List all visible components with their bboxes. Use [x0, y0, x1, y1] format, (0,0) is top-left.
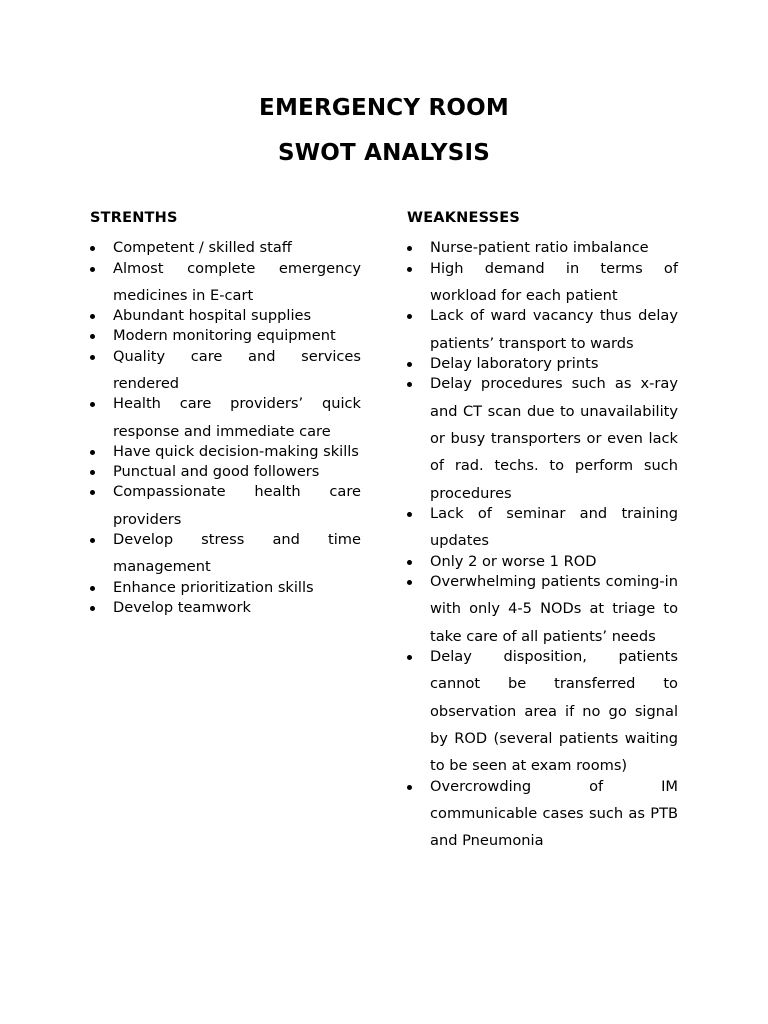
- list-item-text: Develop teamwork: [113, 598, 251, 616]
- bullet-icon: [407, 560, 412, 565]
- list-item: [90, 255, 361, 310]
- list-item-text: Almost complete emergency medicines in E-cart: [113, 259, 361, 305]
- bullet-icon: [407, 382, 412, 387]
- bullet-icon: [90, 334, 95, 339]
- list-item-text: Enhance prioritization skills: [113, 578, 314, 596]
- list-item: [407, 255, 678, 310]
- list-item-text: Modern monitoring equipment: [113, 327, 336, 345]
- list-item-text: Nurse-patient ratio imbalance: [430, 239, 649, 257]
- bullet-icon: [90, 586, 95, 591]
- bullet-icon: [90, 470, 95, 475]
- bullet-icon: [90, 267, 95, 272]
- bullet-icon: [90, 402, 95, 407]
- list-item-text: Develop stress and time management: [113, 531, 361, 576]
- list-item: [407, 302, 678, 357]
- bullet-icon: [407, 362, 412, 367]
- list-item: [407, 773, 678, 855]
- bullet-icon: [407, 580, 412, 585]
- bullet-icon: [90, 246, 95, 251]
- list-item: [407, 370, 678, 507]
- list-item: [407, 643, 678, 780]
- list-item-text: High demand in terms of workload for each patient: [430, 259, 678, 305]
- list-item-text: Have quick decision-making skills: [113, 442, 359, 460]
- bullet-icon: [90, 538, 95, 543]
- list-item-text: Health care providers’ quick response and immediate care: [113, 395, 361, 440]
- list-item: [90, 478, 361, 533]
- strengths-heading: STRENTHS: [90, 210, 178, 226]
- list-item: [90, 526, 361, 581]
- weaknesses-section: [407, 209, 678, 855]
- document-title: EMERGENCY ROOM: [259, 95, 509, 121]
- list-item-text: Delay disposition, patients cannot be transferred to observation area if no go signal by ROD (several patients waiting to be seen at exam rooms): [430, 647, 678, 775]
- list-item: [90, 343, 361, 398]
- list-item: [90, 390, 361, 445]
- bullet-icon: [90, 490, 95, 495]
- list-item-text: Lack of ward vacancy thus delay patients’ transport to wards: [430, 307, 678, 352]
- bullet-icon: [407, 785, 412, 790]
- strengths-section: [90, 209, 361, 621]
- bullet-icon: [407, 655, 412, 660]
- list-item-text: Compassionate health care providers: [113, 483, 361, 528]
- list-item-text: Abundant hospital supplies: [113, 307, 312, 325]
- weaknesses-heading: WEAKNESSES: [407, 210, 520, 226]
- bullet-icon: [90, 355, 95, 360]
- list-item-text: Overwhelming patients coming-in with only 4-5 NODs at triage to take care of all patients’ needs: [430, 572, 678, 645]
- bullet-icon: [90, 314, 95, 319]
- list-item-text: Punctual and good followers: [113, 463, 320, 481]
- list-item-text: Delay laboratory prints: [430, 354, 599, 372]
- list-item-text: Delay procedures such as x-ray and CT scan due to unavailability or busy transporters or even lack of rad. techs. to perform such procedures: [430, 375, 678, 502]
- bullet-icon: [407, 246, 412, 251]
- list-item-text: Quality care and services rendered: [113, 347, 361, 393]
- list-item: [407, 500, 678, 555]
- list-item: [90, 594, 361, 621]
- weaknesses-list: [407, 234, 678, 854]
- bullet-icon: [407, 314, 412, 319]
- list-item-text: Competent / skilled staff: [113, 239, 292, 257]
- list-item-text: Overcrowding of IM communicable cases such as PTB and Pneumonia: [430, 777, 678, 850]
- document-subtitle: SWOT ANALYSIS: [277, 140, 491, 166]
- list-item-text: Lack of seminar and training updates: [430, 504, 678, 550]
- strengths-list: [90, 234, 361, 621]
- list-item-text: Only 2 or worse 1 ROD: [430, 552, 597, 570]
- bullet-icon: [407, 512, 412, 517]
- list-item: [407, 568, 678, 650]
- bullet-icon: [90, 606, 95, 611]
- bullet-icon: [90, 450, 95, 455]
- bullet-icon: [407, 267, 412, 272]
